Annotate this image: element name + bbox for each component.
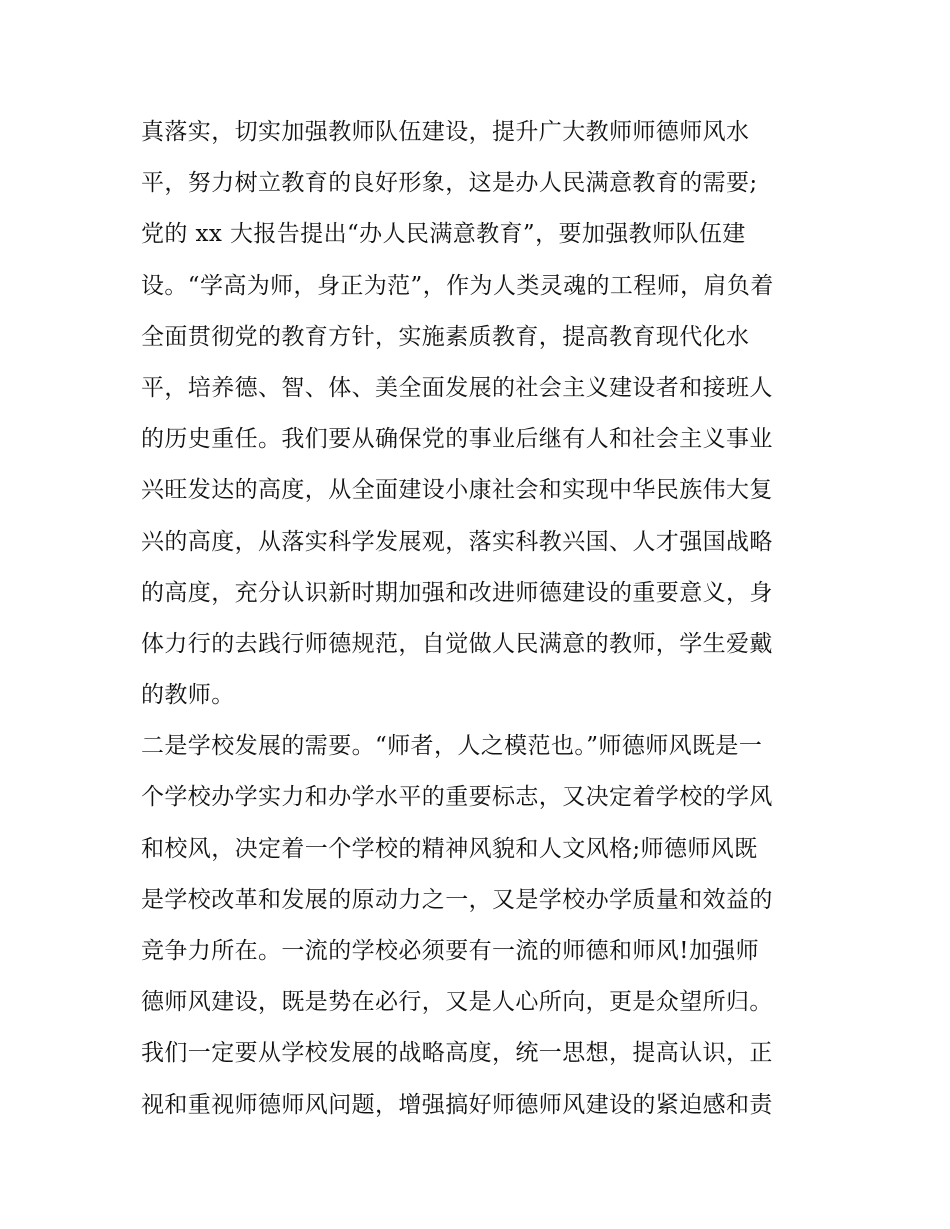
text-line: 全面贯彻党的教育方针，实施素质教育，提高教育现代化水 [141,323,750,350]
text-line: 个学校办学实力和办学水平的重要标志，又决定着学校的学风 [141,784,773,811]
text-line: 平，努力树立教育的良好形象，这是办人民满意教育的需要; [141,170,758,197]
text-line: 竞争力所在。一流的学校必须要有一流的师德和师风!加强师 [141,938,760,964]
text-line: 设。“学高为师，身正为范”，作为人类灵魂的工程师，肩负着 [141,272,774,299]
text-line: 的高度，充分认识新时期加强和改进师德建设的重要意义，身 [141,579,773,606]
text-line: 视和重视师德师风问题，增强搞好师德师风建设的紧迫感和责 [141,1091,773,1118]
text-line: 兴旺发达的高度，从全面建设小康社会和实现中华民族伟大复 [141,477,773,504]
text-line: 真落实，切实加强教师队伍建设，提升广大教师师德师风水 [141,119,750,145]
text-line: 党的 xx 大报告提出“办人民满意教育”，要加强教师队伍建 [141,221,746,248]
text-line: 体力行的去践行师德规范，自觉做人民满意的教师，学生爱戴 [141,630,773,657]
body-text [141,107,816,1131]
text-line: 兴的高度，从落实科学发展观，落实科教兴国、人才强国战略 [141,528,773,555]
text-line: 的教师。 [141,682,235,709]
text-line: 的历史重任。我们要从确保党的事业后继有人和社会主义事业 [141,426,773,453]
text-line: 二是学校发展的需要。“师者，人之模范也。”师德师风既是一 [141,733,763,760]
text-line: 德师风建设，既是势在必行，又是人心所向，更是众望所归。 [141,989,773,1016]
text-line: 是学校改革和发展的原动力之一，又是学校办学质量和效益的 [141,886,773,913]
text-line: 和校风，决定着一个学校的精神风貌和人文风格;师德师风既 [141,835,758,862]
text-line: 平，培养德、智、体、美全面发展的社会主义建设者和接班人 [141,374,773,401]
text-line: 我们一定要从学校发展的战略高度，统一思想，提高认识，正 [141,1040,773,1067]
